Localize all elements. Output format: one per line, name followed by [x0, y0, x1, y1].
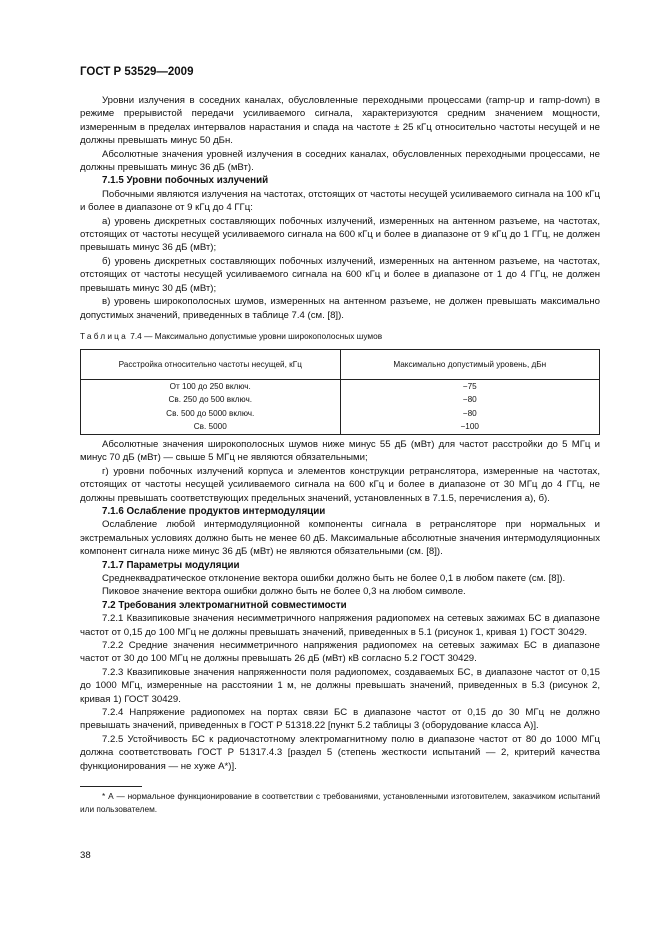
section-heading: 7.1.6 Ослабление продуктов интермодуляции [102, 505, 326, 517]
table-cell: Св. 250 до 500 включ. [81, 393, 341, 407]
table-row [81, 379, 600, 393]
table-header-row [81, 349, 600, 379]
paragraph: 7.2.3 Квазипиковые значения напряженности поля радиопомех, создаваемых БС, в диапазоне частот от 0,15 до 1000 МГц, измеренные на расстоянии 1 м, не должны превышать значений, приведенных в 5.3 (рисунок 2, кривая 1) ГОСТ 30429. [80, 666, 600, 705]
paragraph: а) уровень дискретных составляющих побочных излучений, измеренных на антенном разъеме, на частотах, отстоящих от частоты несущей усиливаемого сигнала на 600 кГц и более в диапазоне от 9 кГц до 1 ГГц, не должен превышать минус 36 дБ (мВт); [80, 215, 600, 254]
paragraph: Абсолютные значения широкополосных шумов ниже минус 55 дБ (мВт) для частот расстройки до 5 МГц и минус 70 дБ (мВт) — свыше 5 МГц не являются обязательными; [80, 438, 600, 464]
table-row [81, 407, 600, 421]
column-header-offset: Расстройка относительно частоты несущей, кГц [81, 349, 341, 379]
noise-levels-table [80, 349, 600, 435]
column-header-level: Максимально допустимый уровень, дБн [340, 349, 600, 379]
paragraph: Абсолютные значения уровней излучения в соседних каналах, обусловленных переходными процессами, не должны превышать минус 36 дБ (мВт). [80, 148, 600, 174]
table-cell: −75 [340, 379, 600, 393]
paragraph: 7.2.2 Средние значения несимметричного напряжения радиопомех на сетевых зажимах БС в диапазоне частот от 30 до 100 МГц не должны превышать 26 дБ (мВт) кВ согласно 5.2 ГОСТ 30429. [80, 640, 600, 665]
paragraph: 7.2.5 Устойчивость БС к радиочастотному электромагнитному полю в диапазоне частот от 80 до 1000 МГц должна соответствовать ГОСТ Р 51317.4.3 [раздел 5 (степень жесткости испытаний — 2, критерий качества функционирования — не хуже А*)]. [80, 733, 600, 772]
paragraph: г) уровни побочных излучений корпуса и элементов конструкции ретранслятора, измеренные на частотах, отстоящих от частоты несущей усиливаемого сигнала на 600 кГц и более в диапазоне от 30 МГц до 4 ГГц, не должны превышать соответствующих предельных значений, установленных в 7.1.5, перечисления а), б). [80, 465, 600, 504]
document-body [80, 94, 600, 773]
table-caption-label: Таблица [80, 330, 128, 341]
paragraph: Ослабление любой интермодуляционной компоненты сигнала в ретрансляторе при нормальных и экстремальных условиях должно быть не менее 60 дБ. Максимальные абсолютные значения интермодуляционных компонент сигнала ниже минус 36 дБ (мВт) не являются обязательными (см. [8]). [80, 519, 600, 558]
table-row [81, 420, 600, 434]
table-caption-text: 7.4 — Максимально допустимые уровни широкополосных шумов [130, 330, 383, 341]
paragraph: Среднеквадратическое отклонение вектора ошибки должно быть не более 0,1 в любом пакете (см. [8]). [102, 572, 566, 584]
paragraph: Уровни излучения в соседних каналах, обусловленные переходными процессами (ramp-up и ramp-down) в режиме прерывистой передачи усиливаемого сигнала, характеризуются средним значением мощности, измеренным в пределах интервалов нарастания и спада на частоте ± 25 кГц относительно частоты несущей и не должны превышать минус 50 дБн. [80, 95, 600, 147]
table-cell: Св. 5000 [81, 420, 341, 434]
table-cell: −100 [340, 420, 600, 434]
document-header: ГОСТ Р 53529—2009 [80, 66, 194, 78]
table-cell: −80 [340, 393, 600, 407]
paragraph: 7.2.4 Напряжение радиопомех на портах связи БС в диапазоне частот от 0,15 до 30 МГц не должно превышать значений, приведенных в ГОСТ Р 51318.22 [пункт 5.2 таблицы 3 (оборудование класса А)]. [80, 707, 600, 732]
paragraph: в) уровень широкополосных шумов, измеренных на антенном разъеме, не должен превышать максимально допустимых значений, приведенных в таблице 7.4 (см. [8]). [80, 296, 600, 321]
table-cell: Св. 500 до 5000 включ. [81, 407, 341, 421]
paragraph: б) уровень дискретных составляющих побочных излучений, измеренных на антенном разъеме, на частотах, отстоящих от частоты несущей усиливаемого сигнала на 600 кГц и более в диапазоне от 1 до 4 ГГц, не должен превышать минус 30 дБ (мВт); [80, 255, 600, 294]
table-row [81, 393, 600, 407]
paragraph: Побочными являются излучения на частотах, отстоящих от частоты несущей усиливаемого сигнала на 100 кГц и более в диапазоне от 9 кГц до 4 ГГц: [80, 188, 600, 214]
table-cell: −80 [340, 407, 600, 421]
section-heading: 7.1.5 Уровни побочных излучений [102, 175, 269, 187]
table-cell: От 100 до 250 включ. [81, 379, 341, 393]
paragraph: Пиковое значение вектора ошибки должно быть не более 0,3 на любом символе. [102, 586, 466, 598]
section-heading: 7.1.7 Параметры модуляции [102, 559, 240, 571]
section-before-table [80, 94, 600, 322]
section-after-table [80, 438, 600, 773]
paragraph: 7.2.1 Квазипиковые значения несимметричного напряжения радиопомех на сетевых зажимах БС в диапазоне частот от 0,15 до 100 МГц не должны превышать значений, приведенных в 5.1 (рисунок 1, кривая 1) ГОСТ 30429. [80, 613, 600, 638]
footnote: * А — нормальное функционирование в соответствии с требованиями, установленными изготовителем, заказчиком испытаний или пользователем. [80, 791, 600, 814]
section-heading: 7.2 Требования электромагнитной совместимости [102, 599, 347, 611]
page-number: 38 [80, 850, 91, 861]
footnote-divider [80, 786, 142, 787]
table-caption [80, 331, 600, 342]
